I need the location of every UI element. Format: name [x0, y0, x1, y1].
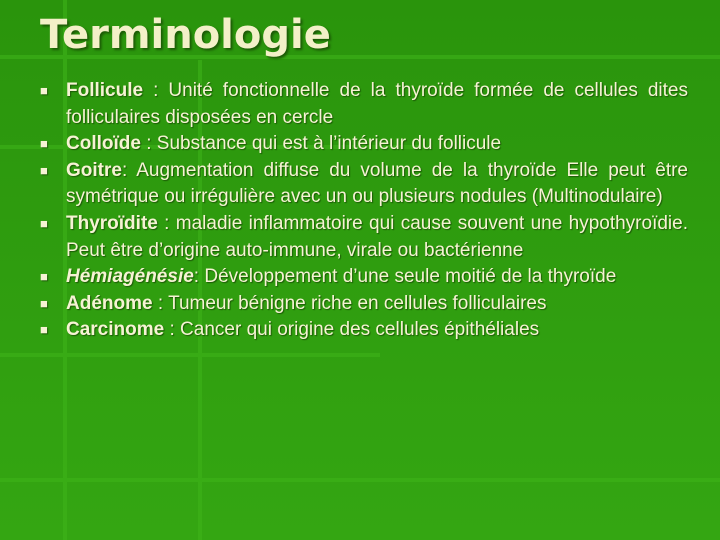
list-item	[40, 291, 688, 318]
square-bullet-icon: ■	[40, 295, 48, 311]
list-item	[40, 131, 688, 158]
definition-goitre: : Augmentation diffuse du volume de la thyroïde Elle peut être symétrique ou irrégulière avec un ou plusieurs nodules (Multinodulaire)	[66, 159, 688, 208]
term-follicule: Follicule	[66, 80, 144, 101]
list-item	[40, 158, 688, 211]
square-bullet-icon: ■	[40, 136, 48, 152]
definition-hemiagenesie: : Développement d’une seule moitié de la thyroïde	[193, 266, 617, 288]
slide-title: Terminologie	[40, 12, 331, 58]
square-bullet-icon: ■	[40, 322, 48, 338]
square-bullet-icon: ■	[40, 162, 48, 178]
definition-colloide: : Substance qui est à l’intérieur du follicule	[140, 133, 502, 155]
square-bullet-icon: ■	[40, 83, 48, 98]
list-item	[40, 78, 688, 131]
definition-thyroidite: : maladie inflammatoire qui cause souvent une hypothyroïdie. Peut être d’origine auto-immune, virale ou bactérienne	[66, 212, 688, 261]
list-item	[40, 264, 688, 291]
term-adenome: Adénome	[66, 292, 153, 314]
term-thyroidite: Thyroïdite	[66, 212, 158, 234]
term-goitre: Goitre	[66, 159, 122, 181]
definition-adenome: : Tumeur bénigne riche en cellules folliculaires	[152, 292, 547, 314]
term-carcinome: Carcinome	[66, 319, 165, 341]
terminology-list	[40, 78, 688, 344]
square-bullet-icon: ■	[40, 269, 48, 285]
square-bullet-icon: ■	[40, 215, 48, 231]
term-hemiagenesie: Hémiagénésie	[66, 266, 194, 288]
definition-carcinome: : Cancer qui origine des cellules épithéliales	[164, 319, 540, 341]
list-item	[40, 317, 688, 344]
list-item	[40, 211, 688, 264]
definition-follicule: : Unité fonctionnelle de la thyroïde formée de cellules dites folliculaires disposées en cercle	[66, 80, 688, 128]
term-colloide: Colloïde	[66, 133, 141, 155]
